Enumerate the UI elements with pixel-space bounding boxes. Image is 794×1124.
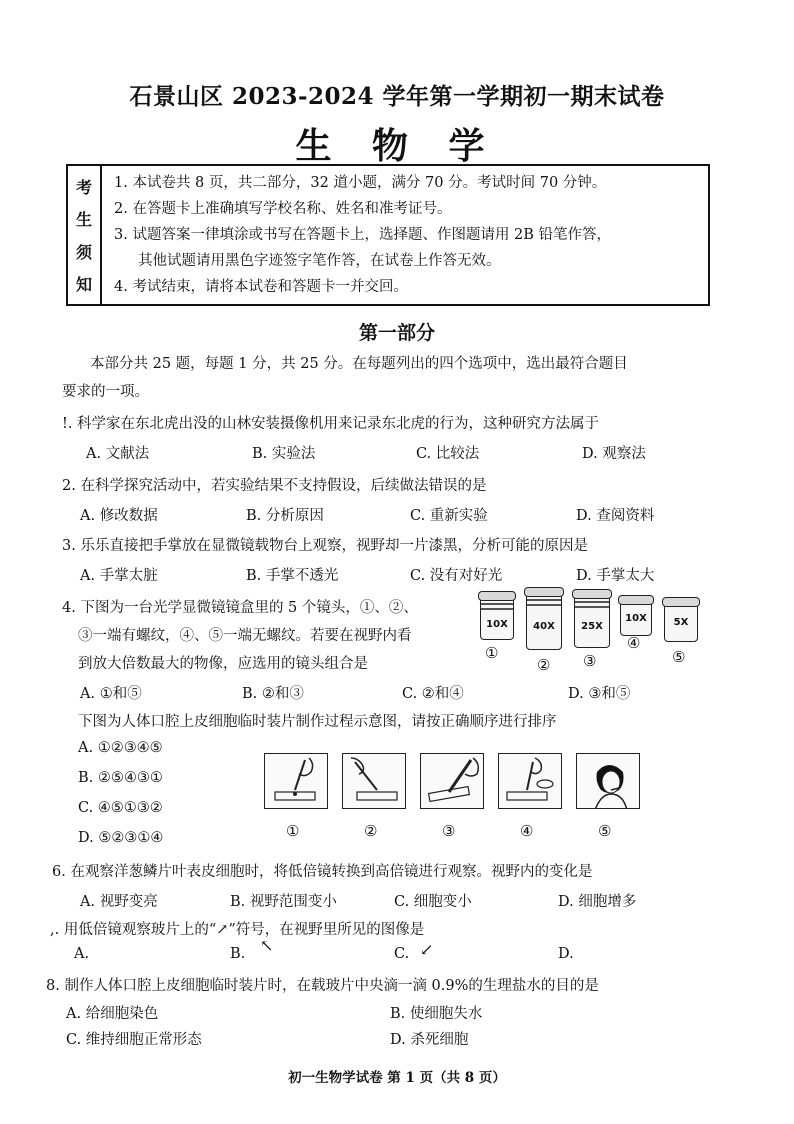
option-c: C. 维持细胞正常形态 [66, 1032, 202, 1048]
option-a: A. 视野变亮 [80, 894, 158, 910]
step-number: ③ [442, 822, 456, 840]
lens-number: ⑤ [672, 648, 686, 666]
step-number: ④ [520, 822, 534, 840]
option-d: D. 杀死细胞 [390, 1032, 469, 1048]
option-b: B. 手掌不透光 [246, 568, 339, 584]
option-a: A. 给细胞染色 [66, 1006, 159, 1022]
option-b: B. 分析原因 [246, 508, 324, 524]
notice-side-char: 生 [75, 210, 92, 230]
notice-side-label [68, 166, 102, 304]
option-d: D. ⑤②③①④ [78, 830, 164, 846]
option-d: D. 观察法 [582, 446, 646, 462]
option-c: C. 重新实验 [410, 508, 488, 524]
slide-steps-figure [264, 753, 644, 813]
option-d: D. 细胞增多 [558, 894, 637, 910]
question-4-stem-line: ③一端有螺纹，④、⑤一端无螺纹。若要在视野内看 [78, 628, 412, 644]
option-a: A. ①②③④⑤ [78, 740, 163, 756]
step-number: ① [286, 822, 300, 840]
notice-side-char: 考 [75, 177, 92, 197]
intro-line: 要求的一项。 [62, 384, 149, 400]
option-c: C. 没有对好光 [410, 568, 503, 584]
option-c: C. 比较法 [416, 446, 480, 462]
notice-items [114, 170, 702, 300]
notice-side-char: 须 [75, 242, 92, 262]
notice-box [66, 164, 710, 306]
lens-number: ② [537, 656, 551, 674]
option-c: C. [394, 946, 410, 962]
lens-number: ③ [583, 652, 597, 670]
step-4-picture [498, 753, 562, 809]
question-1-stem: !. 科学家在东北虎出没的山林安装摄像机用来记录东北虎的行为，这种研究方法属于 [62, 416, 600, 432]
lens-5 [664, 602, 698, 642]
page-footer: 初一生物学试卷 第 1 页（共 8 页） [288, 1070, 506, 1086]
arrow-up-left-icon: ↖ [260, 936, 274, 955]
option-c: C. ④⑤①③② [78, 800, 163, 816]
part-title: 第一部分 [358, 322, 435, 344]
option-a: A. ①和⑤ [80, 686, 142, 702]
step-3-picture [420, 753, 484, 809]
step-1-picture [264, 753, 328, 809]
intro-line: 本部分共 25 题，每题 1 分，共 25 分。在每题列出的四个选项中，选出最符合题目 [90, 356, 628, 372]
option-a: A. 修改数据 [80, 508, 158, 524]
question-7-stem: ,. 用低倍镜观察玻片上的“↗”符号，在视野里所见的图像是 [50, 922, 425, 938]
lens-label: 5X [673, 617, 689, 628]
option-d: D. 手掌太大 [576, 568, 655, 584]
lens-3 [574, 594, 610, 648]
option-b: B. [230, 946, 246, 962]
question-6-stem: 6. 在观察洋葱鳞片叶表皮细胞时，将低倍镜转换到高倍镜进行观察。视野内的变化是 [52, 864, 593, 880]
arrow-down-left-icon: ↙ [420, 940, 434, 959]
option-b: B. 实验法 [252, 446, 316, 462]
lens-4 [620, 600, 652, 636]
notice-item: 2. 在答题卡上准确填写学校名称、姓名和准考证号。 [114, 201, 452, 217]
question-5-stem: 下图为人体口腔上皮细胞临时装片制作过程示意图，请按正确顺序进行排序 [78, 714, 557, 730]
option-d: D. 查阅资料 [576, 508, 655, 524]
step-number: ⑤ [598, 822, 612, 840]
notice-item: 4. 考试结束，请将本试卷和答题卡一并交回。 [114, 279, 408, 295]
subject-title: 生 物 学 [295, 125, 499, 167]
notice-item: 3. 试题答案一律填涂或书写在答题卡上，选择题、作图题请用 2B 铅笔作答， [114, 227, 612, 243]
lens-label: 25X [581, 621, 603, 632]
step-number: ② [364, 822, 378, 840]
lens-1 [480, 596, 514, 640]
notice-item: 其他试题请用黑色字迹签字笔作答，在试卷上作答无效。 [138, 253, 501, 269]
question-4-stem-line: 4. 下图为一台光学显微镜镜盒里的 5 个镜头，①、②、 [62, 600, 418, 616]
lens-2 [526, 592, 562, 650]
option-c: C. 细胞变小 [394, 894, 472, 910]
question-3-stem: 3. 乐乐直接把手掌放在显微镜载物台上观察，视野却一片漆黑，分析可能的原因是 [62, 538, 588, 554]
option-b: B. ②和③ [242, 686, 304, 702]
question-8-stem: 8. 制作人体口腔上皮细胞临时装片时，在载玻片中央滴一滴 0.9%的生理盐水的目的是 [46, 978, 599, 994]
option-a: A. [74, 946, 90, 962]
notice-side-char: 知 [75, 275, 92, 295]
option-b: B. 视野范围变小 [230, 894, 337, 910]
option-a: A. 手掌太脏 [80, 568, 158, 584]
lens-number: ④ [627, 634, 641, 652]
notice-item: 1. 本试卷共 8 页，共二部分，32 道小题，满分 70 分。考试时间 70 分钟。 [114, 175, 607, 191]
part-intro [62, 350, 682, 406]
option-d: D. [558, 946, 574, 962]
step-2-picture [342, 753, 406, 809]
option-b: B. 使细胞失水 [390, 1006, 483, 1022]
lens-label: 10X [486, 619, 508, 630]
option-b: B. ②⑤④③① [78, 770, 163, 786]
question-2-stem: 2. 在科学探究活动中，若实验结果不支持假设，后续做法错误的是 [62, 478, 487, 494]
exam-title: 石景山区 2023-2024 学年第一学期初一期末试卷 [129, 83, 665, 110]
lens-label: 10X [625, 613, 647, 624]
lens-label: 40X [533, 621, 555, 632]
question-4-stem-line: 到放大倍数最大的物像，应选用的镜头组合是 [78, 656, 368, 672]
option-d: D. ③和⑤ [568, 686, 631, 702]
option-a: A. 文献法 [86, 446, 150, 462]
lens-number: ① [485, 644, 499, 662]
step-5-picture [576, 753, 640, 809]
option-c: C. ②和④ [402, 686, 464, 702]
